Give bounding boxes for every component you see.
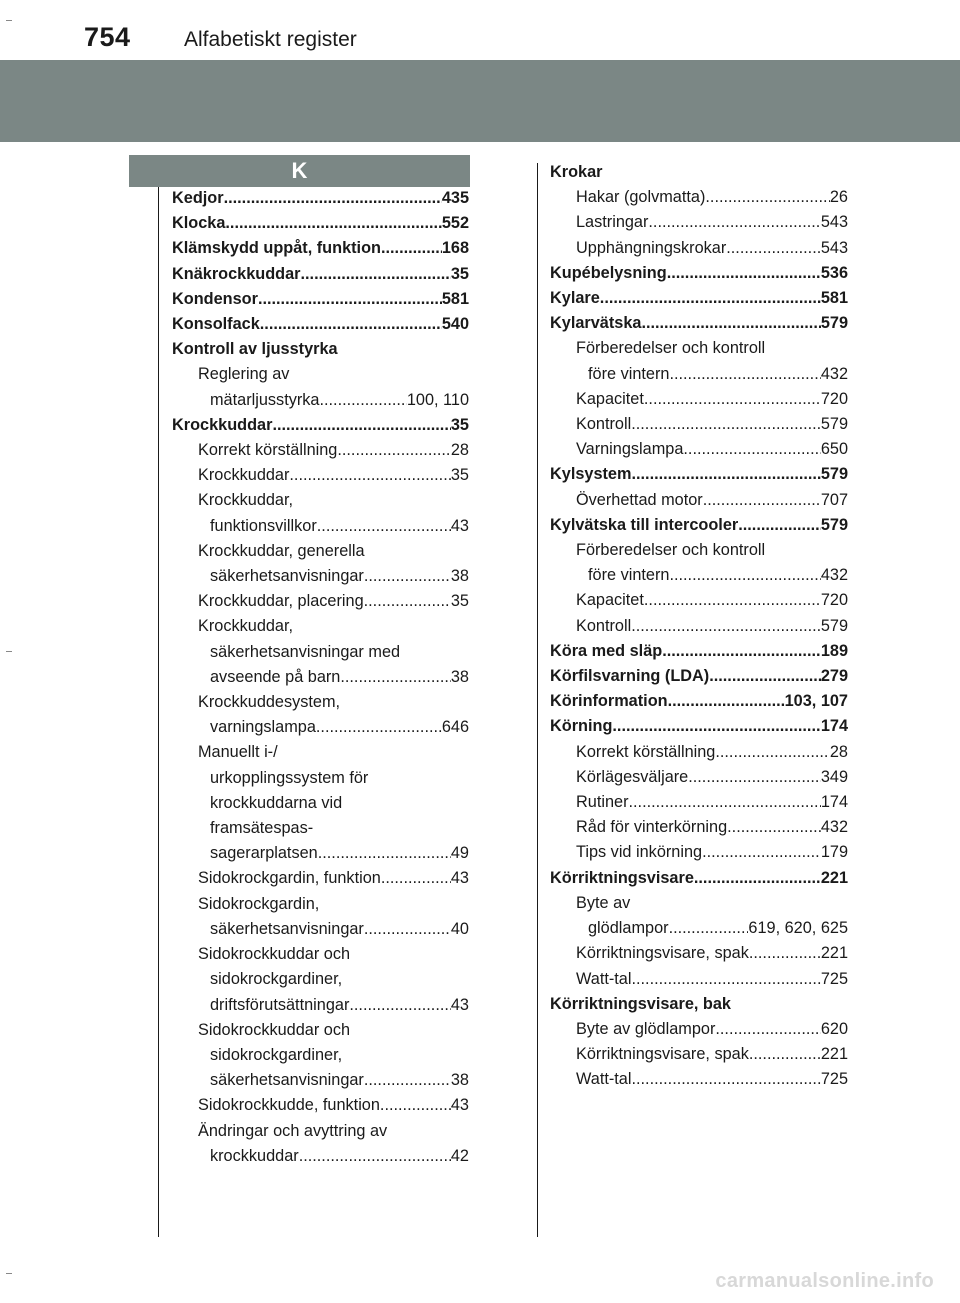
index-term: Körriktningsvisare, spak bbox=[576, 1045, 749, 1064]
page-reference: 43 bbox=[450, 869, 469, 888]
index-term: Kontroll bbox=[576, 415, 632, 434]
page-reference: 28 bbox=[829, 742, 848, 761]
page-title: Alfabetiskt register bbox=[184, 28, 357, 51]
dot-leader bbox=[648, 210, 820, 235]
index-term: Överhettad motor bbox=[576, 490, 703, 509]
page-reference: 543 bbox=[820, 238, 848, 257]
dot-leader bbox=[260, 312, 442, 337]
index-entry bbox=[550, 815, 848, 840]
dot-leader bbox=[668, 689, 785, 714]
index-term: funktionsvillkor bbox=[210, 516, 317, 535]
index-entry bbox=[172, 766, 469, 791]
index-entry bbox=[550, 714, 848, 739]
dot-leader bbox=[631, 967, 820, 992]
watermark: carmanualsonline.info bbox=[715, 1270, 934, 1292]
page-reference: 579 bbox=[820, 616, 848, 635]
index-term: Byte av bbox=[576, 893, 631, 912]
dot-leader bbox=[715, 1017, 820, 1042]
page-reference: 646 bbox=[441, 718, 469, 737]
index-entry bbox=[172, 690, 469, 715]
dot-leader bbox=[669, 563, 820, 588]
page-reference: 349 bbox=[820, 767, 848, 786]
index-term: säkerhetsanvisningar bbox=[210, 919, 364, 938]
index-term: Manuellt i-/ bbox=[198, 743, 278, 762]
index-entry bbox=[550, 916, 848, 941]
dot-leader bbox=[364, 564, 451, 589]
dot-leader bbox=[301, 262, 451, 287]
index-entry bbox=[550, 362, 848, 387]
page-reference: 581 bbox=[441, 289, 469, 308]
dot-leader bbox=[272, 413, 450, 438]
header-band bbox=[0, 60, 960, 142]
index-entry bbox=[550, 1017, 848, 1042]
dot-leader bbox=[337, 438, 451, 463]
index-term: Förberedelser och kontroll bbox=[576, 541, 766, 560]
index-term: Krockkuddar, bbox=[198, 617, 294, 636]
index-term: Watt-tal bbox=[576, 969, 632, 988]
page-reference: 174 bbox=[820, 793, 848, 812]
page-reference: 168 bbox=[441, 239, 469, 258]
index-entry bbox=[172, 1144, 469, 1169]
dot-leader bbox=[726, 236, 821, 261]
page-reference: 435 bbox=[441, 189, 469, 207]
index-term: Knäkrockkuddar bbox=[172, 264, 301, 283]
page-reference: 720 bbox=[820, 389, 848, 408]
index-term: avseende på barn bbox=[210, 667, 341, 686]
index-term: Tips vid inkörning bbox=[576, 843, 703, 862]
page-reference: 179 bbox=[820, 843, 848, 862]
dot-leader bbox=[749, 941, 821, 966]
dot-leader bbox=[709, 664, 821, 689]
page-reference: 619, 620, 625 bbox=[748, 919, 848, 938]
index-entry bbox=[172, 715, 469, 740]
index-term: urkopplingssystem för bbox=[210, 768, 369, 787]
index-entry bbox=[550, 664, 848, 689]
index-entry bbox=[550, 614, 848, 639]
index-entry bbox=[172, 640, 469, 665]
dot-leader bbox=[715, 740, 830, 765]
index-term: Kondensor bbox=[172, 289, 258, 308]
index-entry bbox=[172, 539, 469, 564]
page-reference: 174 bbox=[820, 717, 848, 736]
index-term: Kapacitet bbox=[576, 389, 644, 408]
index-entry bbox=[550, 689, 848, 714]
index-term: Kylvätska till intercooler bbox=[550, 515, 739, 534]
page-reference: 43 bbox=[450, 1096, 469, 1115]
index-term: Ändringar och avyttring av bbox=[198, 1121, 388, 1140]
index-term: Varningslampa bbox=[576, 440, 684, 459]
index-entry bbox=[550, 236, 848, 261]
dot-leader bbox=[631, 412, 821, 437]
dot-leader bbox=[381, 236, 442, 261]
index-term: varningslampa bbox=[210, 718, 316, 737]
page-reference: 221 bbox=[820, 868, 848, 887]
dot-leader bbox=[644, 588, 821, 613]
index-term: säkerhetsanvisningar bbox=[210, 1071, 364, 1090]
page-reference: 189 bbox=[820, 641, 848, 660]
dot-leader bbox=[669, 916, 749, 941]
page-reference: 221 bbox=[820, 1045, 848, 1064]
index-entry bbox=[172, 614, 469, 639]
index-entry bbox=[172, 866, 469, 891]
index-term: sagerarplatsen bbox=[210, 844, 318, 863]
index-term: Sidokrockkuddar och bbox=[198, 1020, 351, 1039]
index-term: Sidokrockkudde, funktion bbox=[198, 1096, 380, 1115]
index-entry bbox=[550, 840, 848, 865]
page-reference: 221 bbox=[820, 944, 848, 963]
index-term: Körning bbox=[550, 717, 613, 736]
page-reference: 581 bbox=[820, 289, 848, 308]
index-term: Hakar (golvmatta) bbox=[576, 188, 706, 207]
index-entry bbox=[172, 362, 469, 387]
index-term: sidokrockgardiner, bbox=[210, 970, 343, 989]
index-term: Körriktningsvisare bbox=[550, 868, 694, 887]
dot-leader bbox=[749, 1042, 821, 1067]
index-entry bbox=[550, 1042, 848, 1067]
dot-leader bbox=[688, 765, 821, 790]
dot-leader bbox=[631, 1067, 820, 1092]
index-entry bbox=[172, 514, 469, 539]
index-term: Råd för vinterkörning bbox=[576, 818, 728, 837]
index-entry bbox=[550, 563, 848, 588]
crop-mark bbox=[6, 651, 12, 652]
index-entry bbox=[172, 186, 469, 211]
index-entry bbox=[550, 311, 848, 336]
index-term: Sidokrockkuddar och bbox=[198, 945, 351, 964]
page-reference: 26 bbox=[829, 188, 848, 207]
dot-leader bbox=[738, 513, 821, 538]
dot-leader bbox=[349, 993, 451, 1018]
index-entry bbox=[172, 841, 469, 866]
index-term: Konsolfack bbox=[172, 315, 260, 334]
index-column-right bbox=[550, 160, 848, 1093]
index-entry bbox=[172, 438, 469, 463]
page-reference: 42 bbox=[450, 1146, 469, 1165]
index-term: Klocka bbox=[172, 214, 226, 233]
index-entry bbox=[172, 388, 469, 413]
page-reference: 35 bbox=[450, 415, 469, 434]
index-entry bbox=[550, 866, 848, 891]
index-term: Kylare bbox=[550, 289, 600, 308]
dot-leader bbox=[319, 388, 406, 413]
index-entry bbox=[550, 941, 848, 966]
index-term: mätarljusstyrka bbox=[210, 390, 320, 409]
index-entry bbox=[550, 891, 848, 916]
page-reference: 725 bbox=[820, 969, 848, 988]
dot-leader bbox=[727, 815, 821, 840]
page-reference: 100, 110 bbox=[406, 390, 469, 409]
index-term: Körfilsvarning (LDA) bbox=[550, 667, 710, 686]
index-term: Rutiner bbox=[576, 793, 629, 812]
index-entry bbox=[172, 262, 469, 287]
dot-leader bbox=[318, 841, 451, 866]
right-column-rule bbox=[537, 163, 538, 1237]
dot-leader bbox=[662, 639, 821, 664]
page-reference: 35 bbox=[450, 466, 469, 485]
dot-leader bbox=[364, 1068, 451, 1093]
index-entry bbox=[550, 740, 848, 765]
dot-leader bbox=[667, 261, 821, 286]
page-reference: 35 bbox=[450, 264, 469, 283]
index-term: Kylsystem bbox=[550, 465, 632, 484]
index-term: Krockkuddar bbox=[198, 466, 290, 485]
page-reference: 579 bbox=[820, 465, 848, 484]
index-entry bbox=[550, 513, 848, 538]
index-term: Krockkuddar, bbox=[198, 491, 294, 510]
index-entry bbox=[172, 287, 469, 312]
page-header bbox=[0, 0, 960, 66]
index-term: Kupébelysning bbox=[550, 263, 667, 282]
index-entry bbox=[172, 993, 469, 1018]
index-entry bbox=[550, 412, 848, 437]
index-term: före vintern bbox=[588, 566, 670, 585]
page-reference: 620 bbox=[820, 1019, 848, 1038]
index-entry bbox=[550, 639, 848, 664]
index-term: Upphängningskrokar bbox=[576, 238, 727, 257]
page-reference: 432 bbox=[820, 566, 848, 585]
dot-leader bbox=[224, 186, 442, 211]
left-column-rule bbox=[158, 187, 159, 1237]
dot-leader bbox=[600, 286, 821, 311]
index-term: Förberedelser och kontroll bbox=[576, 339, 766, 358]
page-reference: 432 bbox=[820, 364, 848, 383]
dot-leader bbox=[380, 1093, 451, 1118]
index-term: driftsförutsättningar bbox=[210, 995, 350, 1014]
dot-leader bbox=[683, 437, 820, 462]
dot-leader bbox=[694, 866, 821, 891]
page-reference: 579 bbox=[820, 314, 848, 333]
index-term: Lastringar bbox=[576, 213, 649, 232]
index-term: Kylarvätska bbox=[550, 314, 642, 333]
index-term: före vintern bbox=[588, 364, 670, 383]
index-entry bbox=[172, 1018, 469, 1043]
dot-leader bbox=[258, 287, 442, 312]
dot-leader bbox=[289, 463, 450, 488]
dot-leader bbox=[225, 211, 441, 236]
index-entry bbox=[172, 589, 469, 614]
index-entry bbox=[172, 740, 469, 765]
index-term: Kontroll bbox=[576, 616, 632, 635]
dot-leader bbox=[702, 840, 821, 865]
dot-leader bbox=[705, 185, 829, 210]
index-entry bbox=[172, 312, 469, 337]
dot-leader bbox=[316, 715, 442, 740]
dot-leader bbox=[631, 614, 821, 639]
index-entry bbox=[172, 211, 469, 236]
index-entry bbox=[550, 967, 848, 992]
page-reference: 38 bbox=[450, 667, 469, 686]
index-term: Krockkuddesystem, bbox=[198, 693, 341, 712]
index-term: krockkuddarna vid bbox=[210, 793, 343, 812]
index-term: Krockkuddar, placering bbox=[198, 592, 364, 611]
index-entry bbox=[172, 488, 469, 513]
index-entry bbox=[550, 160, 848, 185]
index-term: Kedjor bbox=[172, 189, 224, 207]
dot-leader bbox=[299, 1144, 451, 1169]
index-term: Sidokrockgardin, funktion bbox=[198, 869, 381, 888]
page-reference: 279 bbox=[820, 667, 848, 686]
dot-leader bbox=[612, 714, 820, 739]
page-reference: 720 bbox=[820, 591, 848, 610]
index-term: Körinformation bbox=[550, 692, 668, 711]
index-entry bbox=[550, 992, 848, 1017]
index-term: Körlägesväljare bbox=[576, 767, 689, 786]
dot-leader bbox=[703, 488, 821, 513]
index-term: Krokar bbox=[550, 163, 603, 181]
index-term: krockkuddar bbox=[210, 1146, 299, 1165]
index-term: Sidokrockgardin, bbox=[198, 894, 320, 913]
index-entry bbox=[172, 816, 469, 841]
index-entry bbox=[550, 538, 848, 563]
dot-leader bbox=[340, 665, 451, 690]
index-entry bbox=[172, 967, 469, 992]
index-term: Krockkuddar bbox=[172, 415, 273, 434]
page-reference: 579 bbox=[820, 415, 848, 434]
index-entry bbox=[550, 1067, 848, 1092]
index-entry bbox=[172, 892, 469, 917]
index-entry bbox=[172, 1093, 469, 1118]
page-reference: 552 bbox=[441, 214, 469, 233]
page-reference: 40 bbox=[450, 919, 469, 938]
index-entry bbox=[172, 413, 469, 438]
page-reference: 579 bbox=[820, 515, 848, 534]
crop-mark bbox=[6, 1273, 12, 1274]
section-letter-tab: K bbox=[129, 155, 470, 187]
dot-leader bbox=[644, 387, 821, 412]
index-term: Klämskydd uppåt, funktion bbox=[172, 239, 381, 258]
index-term: Krockkuddar, generella bbox=[198, 541, 365, 560]
dot-leader bbox=[631, 462, 820, 487]
dot-leader bbox=[381, 866, 451, 891]
dot-leader bbox=[629, 790, 821, 815]
page-reference: 103, 107 bbox=[784, 692, 848, 711]
page-reference: 725 bbox=[820, 1070, 848, 1089]
index-entry bbox=[550, 790, 848, 815]
index-term: Köra med släp bbox=[550, 641, 663, 660]
page-reference: 38 bbox=[450, 567, 469, 586]
index-term: Körriktningsvisare, spak bbox=[576, 944, 749, 963]
dot-leader bbox=[669, 362, 820, 387]
index-term: Watt-tal bbox=[576, 1070, 632, 1089]
page-reference: 43 bbox=[450, 516, 469, 535]
index-term: glödlampor bbox=[588, 919, 669, 938]
index-term: sidokrockgardiner, bbox=[210, 1045, 343, 1064]
index-entry bbox=[550, 488, 848, 513]
index-term: säkerhetsanvisningar bbox=[210, 567, 364, 586]
page-reference: 650 bbox=[820, 440, 848, 459]
index-entry bbox=[172, 564, 469, 589]
index-term: Byte av glödlampor bbox=[576, 1019, 716, 1038]
index-entry bbox=[172, 463, 469, 488]
dot-leader bbox=[364, 917, 451, 942]
index-column-left bbox=[172, 186, 469, 1169]
dot-leader bbox=[317, 514, 451, 539]
index-entry bbox=[550, 286, 848, 311]
index-entry bbox=[172, 791, 469, 816]
index-term: framsätespas- bbox=[210, 819, 314, 838]
index-entry bbox=[172, 1119, 469, 1144]
index-entry bbox=[550, 588, 848, 613]
page-reference: 35 bbox=[450, 592, 469, 611]
page-reference: 536 bbox=[820, 263, 848, 282]
index-term: Korrekt körställning bbox=[198, 441, 338, 460]
index-entry bbox=[172, 236, 469, 261]
index-term: Kapacitet bbox=[576, 591, 644, 610]
crop-mark bbox=[6, 20, 12, 21]
index-term: Reglering av bbox=[198, 365, 290, 384]
page-reference: 49 bbox=[450, 844, 469, 863]
index-entry bbox=[550, 185, 848, 210]
index-entry bbox=[550, 210, 848, 235]
index-entry bbox=[172, 942, 469, 967]
page-reference: 28 bbox=[450, 441, 469, 460]
index-entry bbox=[550, 462, 848, 487]
page-number: 754 bbox=[84, 22, 131, 52]
index-entry bbox=[550, 387, 848, 412]
index-entry bbox=[550, 261, 848, 286]
index-term: Körriktningsvisare, bak bbox=[550, 994, 731, 1013]
index-entry bbox=[172, 1043, 469, 1068]
index-entry bbox=[550, 765, 848, 790]
dot-leader bbox=[641, 311, 820, 336]
index-entry bbox=[172, 665, 469, 690]
page-reference: 543 bbox=[820, 213, 848, 232]
page-reference: 432 bbox=[820, 818, 848, 837]
index-term: säkerhetsanvisningar med bbox=[210, 642, 401, 661]
index-term: Kontroll av ljusstyrka bbox=[172, 340, 338, 359]
page-reference: 540 bbox=[441, 315, 469, 334]
index-entry bbox=[550, 437, 848, 462]
page-reference: 43 bbox=[450, 995, 469, 1014]
page-reference: 707 bbox=[820, 490, 848, 509]
index-entry bbox=[172, 1068, 469, 1093]
dot-leader bbox=[364, 589, 451, 614]
index-entry bbox=[172, 337, 469, 362]
page-reference: 38 bbox=[450, 1071, 469, 1090]
index-entry bbox=[550, 336, 848, 361]
index-entry bbox=[172, 917, 469, 942]
index-term: Korrekt körställning bbox=[576, 742, 716, 761]
